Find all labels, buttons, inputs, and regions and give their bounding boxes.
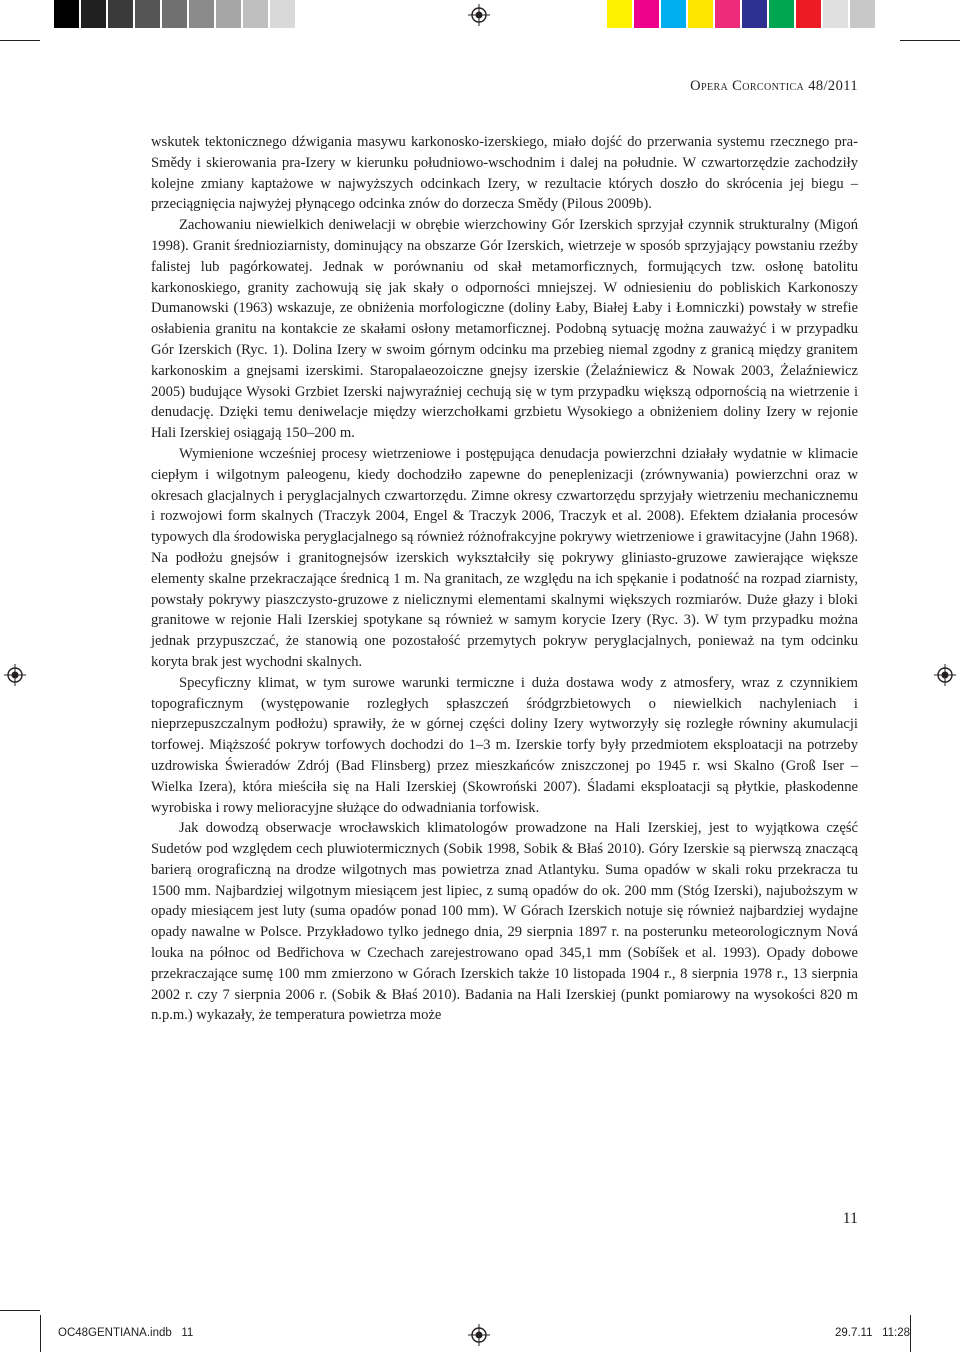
gray-swatch — [270, 0, 295, 28]
registration-mark-left-icon — [4, 664, 26, 686]
color-swatch — [688, 0, 713, 28]
color-swatch — [715, 0, 740, 28]
crop-mark-bottom-right-vertical — [910, 1315, 911, 1352]
crop-mark-bottom-left — [0, 1310, 40, 1311]
registration-mark-right-icon — [934, 664, 956, 686]
crop-mark-bottom-left-vertical — [40, 1315, 41, 1352]
color-swatch — [796, 0, 821, 28]
color-registration-bar — [607, 0, 877, 28]
color-swatch — [742, 0, 767, 28]
print-slug-file: OC48GENTIANA.indb 11 — [58, 1327, 194, 1339]
gray-swatch — [216, 0, 241, 28]
paragraph: Jak dowodzą obserwacje wrocławskich klimatologów prowadzone na Hali Izerskiej, jest to wyjątkowa część Sudetów pod względem cech pluwiotermicznych (Sobik 1998, Sobik & Błaś 2010). Góry Izerskie są pierwszą znaczącą barierą orograficzną na drodze wilgotnych mas powietrza znad Atlantyku. Suma opadów w skali roku przekracza tu 1500 mm. Najbardziej wilgotnym miesiącem jest lipiec, z sumą opadów do ok. 200 mm (Stóg Izerski), najuboższym w opady miesiącem jest luty (suma opadów ponad 100 mm). W Górach Izerskich notuje się również najbardziej wydajne opady nawalne w Polsce. Przykładowo tylko jednego dnia, 29 sierpnia 1897 r. na posterunku meteorologicznym Nová louka na północ od Bedřichova w Czechach zarejestrowano opad 345,1 mm (Sobíšek et al. 1993). Opady dobowe przekraczające sumę 100 mm zmierzono w Górach Izerskich także 10 listopada 1904 r., 8 sierpnia 1978 r., 13 sierpnia 2002 r. czy 7 sierpnia 2006 r. (Sobik & Błaś 2010). Badania na Hali Izerskiej (punkt pomiarowy na wysokości 820 m n.p.m.) wykazały, że temperatura powietrza może — [151, 820, 858, 1024]
gray-swatch — [135, 0, 160, 28]
paragraph: Specyficzny klimat, w tym surowe warunki termiczne i duża dostawa wody z atmosfery, wraz z czynnikiem topograficznym (występowanie rozległych spłaszczeń śródgrzbietowych o niewielkich nachyleniach i nieprzepuszczalnym podłożu) sprawiły, że w górnej części doliny Izery wytworzyły się rozległe równiny akumulacji torfowej. Miąższość pokryw torfowych dochodzi do 1–3 m. Izerskie torfy były przedmiotem eksploatacji na potrzeby uzdrowiska Świeradów Zdrój (Bad Flinsberg) przez mieszkańców zniszczonej po 1945 r. wsi Skalno (Groß Iser – Wielka Izera), która mieściła się na Hali Izerskiej (Skowroński 2007). Śladami eksploatacji są płytkie, płaskodenne wyrobiska i rowy melioracyjne służące do odwadniania torfowisk. — [151, 674, 858, 816]
color-swatch — [823, 0, 848, 28]
gray-swatch — [108, 0, 133, 28]
grayscale-registration-bar — [54, 0, 297, 28]
color-swatch — [769, 0, 794, 28]
crop-mark-top-right — [900, 40, 960, 41]
color-swatch — [661, 0, 686, 28]
running-header: Opera Corcontica 48/2011 — [690, 78, 858, 94]
page-number: 11 — [842, 1210, 858, 1227]
gray-swatch — [162, 0, 187, 28]
registration-mark-bottom-icon — [468, 1324, 490, 1346]
gray-swatch — [243, 0, 268, 28]
color-swatch — [634, 0, 659, 28]
color-swatch — [850, 0, 875, 28]
print-slug-timestamp: 29.7.11 11:28 — [834, 1327, 910, 1339]
paragraph: wskutek tektonicznego dźwigania masywu karkonosko-izerskiego, miało dojść do przerwania systemu rzecznego pra-Smědy i skierowania pra-Izery w kierunku południowo-wschodnim i dalej na południe. W czwartorzędzie zachodziły kolejne zmiany kaptażowe w najwyższych odcinkach Izery, w rezultacie których doszło do skrócenia jej biegu – przeciągnięcia najwyżej płynącego odcinka znów do dorzecza Smědy (Pilous 2009b). — [151, 134, 858, 213]
gray-swatch — [81, 0, 106, 28]
paragraph: Zachowaniu niewielkich deniwelacji w obrębie wierzchowiny Gór Izerskich sprzyjał czynnik strukturalny (Migoń 1998). Granit średnioziarnisty, dominujący na obszarze Gór Izerskich, wietrzeje w sposób sprzyjający powstaniu rzeźby falistej lub pagórkowatej. Jednak w porównaniu od skał metamorficznych, formujących tzw. osłonę batolitu karkonoskiego, granity zachowują się jak skały o odporności mniejszej. W odniesieniu do pobliskich Karkonoszy Dumanowski (1963) wskazuje, ze obniżenia morfologiczne (doliny Łaby, Białej Łaby i Łomniczki) powstały w strefie osłabienia granitu na kontakcie ze skałami osłony metamorficznej. Podobną sytuację można zauważyć i w przypadku Gór Izerskich (Ryc. 1). Dolina Izery w swoim górnym odcinku ma przebieg niemal zgodny z granicą między granitem karkonoskim a gnejsami izerskimi. Staropalaeozoiczne gnejsy izerskie (Żelaźniewicz & Nowak 2003, Żelaźniewicz 2005) budujące Wysoki Grzbiet Izerski najwyraźniej cechują się w tym przypadku większą odpornością na wietrzenie i denudację. Dzięki temu deniwelacje między wierzchołkami grzbietu Wysokiego a obniżeniem doliny Izery w rejonie Hali Izerskiej osiągają 150–200 m. — [151, 217, 858, 442]
crop-mark-top-left — [0, 40, 40, 41]
body-text — [151, 132, 858, 1026]
gray-swatch — [54, 0, 79, 28]
paragraph: Wymienione wcześniej procesy wietrzeniowe i postępująca denudacja powierzchni działały wydatnie w klimacie ciepłym i wilgotnym paleogenu, kiedy dochodziło zapewne do peneplenizacji (zrównywania) powierzchni oraz w okresach glacjalnych i peryglacjalnych czwartorzędu. Zimne okresy czwartorzędu sprzyjały wietrzeniu mechanicznemu i rozwojowi form skalnych (Traczyk 2004, Engel & Traczyk 2006, Traczyk et al. 2008). Efektem działania procesów typowych dla środowiska peryglacjalnego są również różnofrakcyjne pokrywy wietrzeniowe i grawitacyjne (Jahn 1968). Na podłożu gnejsów i granitognejsów izerskich wykształciły się pokrywy gliniasto-gruzowe zawierające większe elementy skalne przekraczające średnicą 1 m. Na granitach, ze względu na ich spękanie i podatność na rozpad ziarnisty, powstały pokrywy piaszczysto-gruzowe z nielicznymi elementami skalnymi większych rozmiarów. Duże głazy i bloki granitowe w rejonie Hali Izerskiej spotykane są również w samym korycie Izery (Ryc. 3). W tym przypadku można jednak przypuszczać, że stanowią one pozostałość przemytych pokryw peryglacjalnych, ponieważ na tym odcinku koryta brak jest wychodni skalnych. — [151, 445, 858, 670]
gray-swatch — [189, 0, 214, 28]
registration-mark-top-icon — [468, 4, 490, 26]
color-swatch — [607, 0, 632, 28]
